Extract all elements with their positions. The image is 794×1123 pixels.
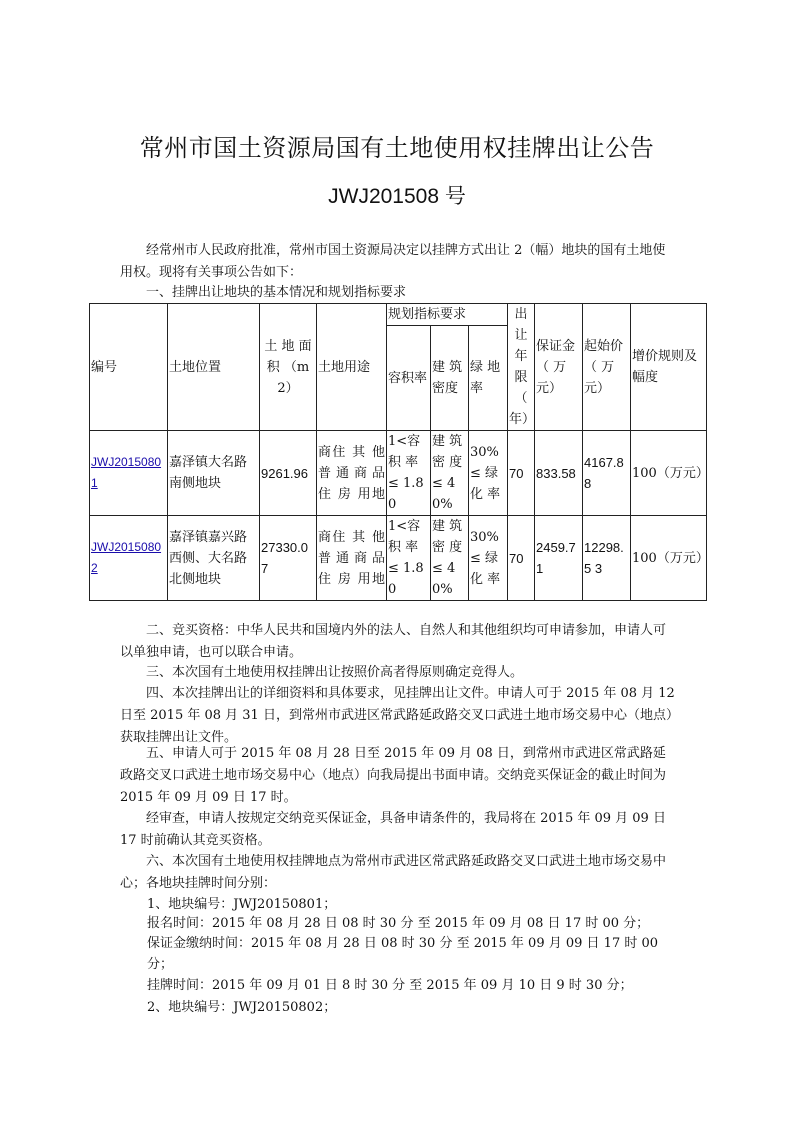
cell-location: 嘉泽镇嘉兴路西侧、大名路北侧地块: [168, 516, 260, 601]
section-2-paragraph: 二、竞买资格：中华人民共和国境内外的法人、自然人和其他组织均可申请参加，申请人可以单独申请，也可以联合申请。: [120, 623, 667, 660]
header-term: 出 让 年 限 （ 年）: [508, 304, 535, 431]
plot-table: [89, 303, 707, 601]
header-increment: 增价规则及幅度: [631, 304, 707, 431]
cell-far: 1<容积 率 ≤ 1.80: [387, 516, 431, 601]
header-green: 绿 地 率: [469, 326, 508, 431]
cell-term: 70: [508, 516, 535, 601]
cell-use: 商住 其 他 普 通 商 品 住 房 用地: [317, 516, 387, 601]
plot-1-registration-time: 报名时间：2015 年 08 月 28 日 08 时 30 分 至 2015 年 09 月 08 日 17 时 00 分；: [147, 916, 650, 931]
cell-start-price: 4167.88: [583, 431, 631, 516]
plot-1-deposit-time-end: 分；: [147, 957, 174, 972]
section-4-paragraph: 四、本次挂牌出让的详细资料和具体要求，见挂牌出让文件。申请人可于 2015 年 08 月 12 日至 2015 年 08 月 31 日，到常州市武进区常武路延政路交叉口武进土地市场交易中心（地点）获取挂牌出让文件。: [120, 686, 675, 745]
header-location: 土地位置: [168, 304, 260, 431]
header-far: 容积率: [387, 326, 431, 431]
section-5-paragraph: 五、申请人可于 2015 年 08 月 28 日至 2015 年 09 月 08 日，到常州市武进区常武路延政路交叉口武进土地市场交易中心（地点）向我局提出书面申请。交纳竞买保证金的截止时间为 2015 年 09 月 09 日 17 时。: [120, 746, 667, 805]
cell-use: 商住 其 他 普 通 商 品 住 房 用地: [317, 431, 387, 516]
cell-far: 1<容积 率 ≤ 1.80: [387, 431, 431, 516]
cell-increment: 100（万元）: [631, 516, 707, 601]
section-1-title: 一、挂牌出让地块的基本情况和规划指标要求: [146, 285, 407, 300]
cell-term: 70: [508, 431, 535, 516]
cell-density: 建 筑 密 度 ≤ 40%: [431, 431, 469, 516]
announcement-number: JWJ201508 号: [328, 185, 466, 208]
intro-paragraph: 经常州市人民政府批准，常州市国土资源局决定以挂牌方式出让 2（幅）地块的国有土地使用权。现将有关事项公告如下：: [120, 243, 666, 280]
header-code: 编号: [90, 304, 168, 431]
cell-start-price: 12298.5 3: [583, 516, 631, 601]
table-row: [90, 431, 707, 516]
cell-green: 30%≤ 绿 化 率: [469, 516, 508, 601]
page-title: 常州市国土资源局国有土地使用权挂牌出让公告: [139, 134, 655, 162]
cell-area: 27330.07: [260, 516, 317, 601]
section-5-review-paragraph: 经审查，申请人按规定交纳竞买保证金，具备申请条件的，我局将在 2015 年 09 月 09 日 17 时前确认其竞买资格。: [120, 811, 666, 848]
header-density: 建 筑 密度: [431, 326, 469, 431]
plot-code-link[interactable]: JWJ20150802: [90, 516, 168, 601]
plot-1-listing-time: 挂牌时间：2015 年 09 月 01 日 8 时 30 分 至 2015 年 09 月 10 日 9 时 30 分；: [147, 978, 633, 993]
cell-green: 30%≤ 绿 化 率: [469, 431, 508, 516]
plot-2-code: 2、地块编号：JWJ20150802；: [147, 1000, 337, 1015]
header-deposit: 保证金 （ 万 元）: [535, 304, 583, 431]
plot-1-deposit-time: 保证金缴纳时间：2015 年 08 月 28 日 08 时 30 分 至 2015 年 09 月 09 日 17 时 00: [147, 936, 659, 951]
plot-1-code: 1、地块编号：JWJ20150801；: [147, 897, 337, 912]
cell-area: 9261.96: [260, 431, 317, 516]
header-start-price: 起始价 （ 万 元）: [583, 304, 631, 431]
cell-density: 建 筑 密 度 ≤ 40%: [431, 516, 469, 601]
cell-increment: 100（万元）: [631, 431, 707, 516]
section-6-paragraph: 六、本次国有土地使用权挂牌地点为常州市武进区常武路延政路交叉口武进土地市场交易中心；各地块挂牌时间分别：: [120, 854, 667, 891]
header-use: 土地用途: [317, 304, 387, 431]
plot-code-link[interactable]: JWJ20150801: [90, 431, 168, 516]
section-3-paragraph: 三、本次国有土地使用权挂牌出让按照价高者得原则确定竞得人。: [146, 665, 524, 680]
cell-deposit: 2459.71: [535, 516, 583, 601]
cell-deposit: 833.58: [535, 431, 583, 516]
cell-location: 嘉泽镇大名路南侧地块: [168, 431, 260, 516]
header-area: 土 地 面 积 （m2）: [260, 304, 317, 431]
header-planning-group: 规划指标要求: [387, 304, 508, 326]
table-row: [90, 516, 707, 601]
